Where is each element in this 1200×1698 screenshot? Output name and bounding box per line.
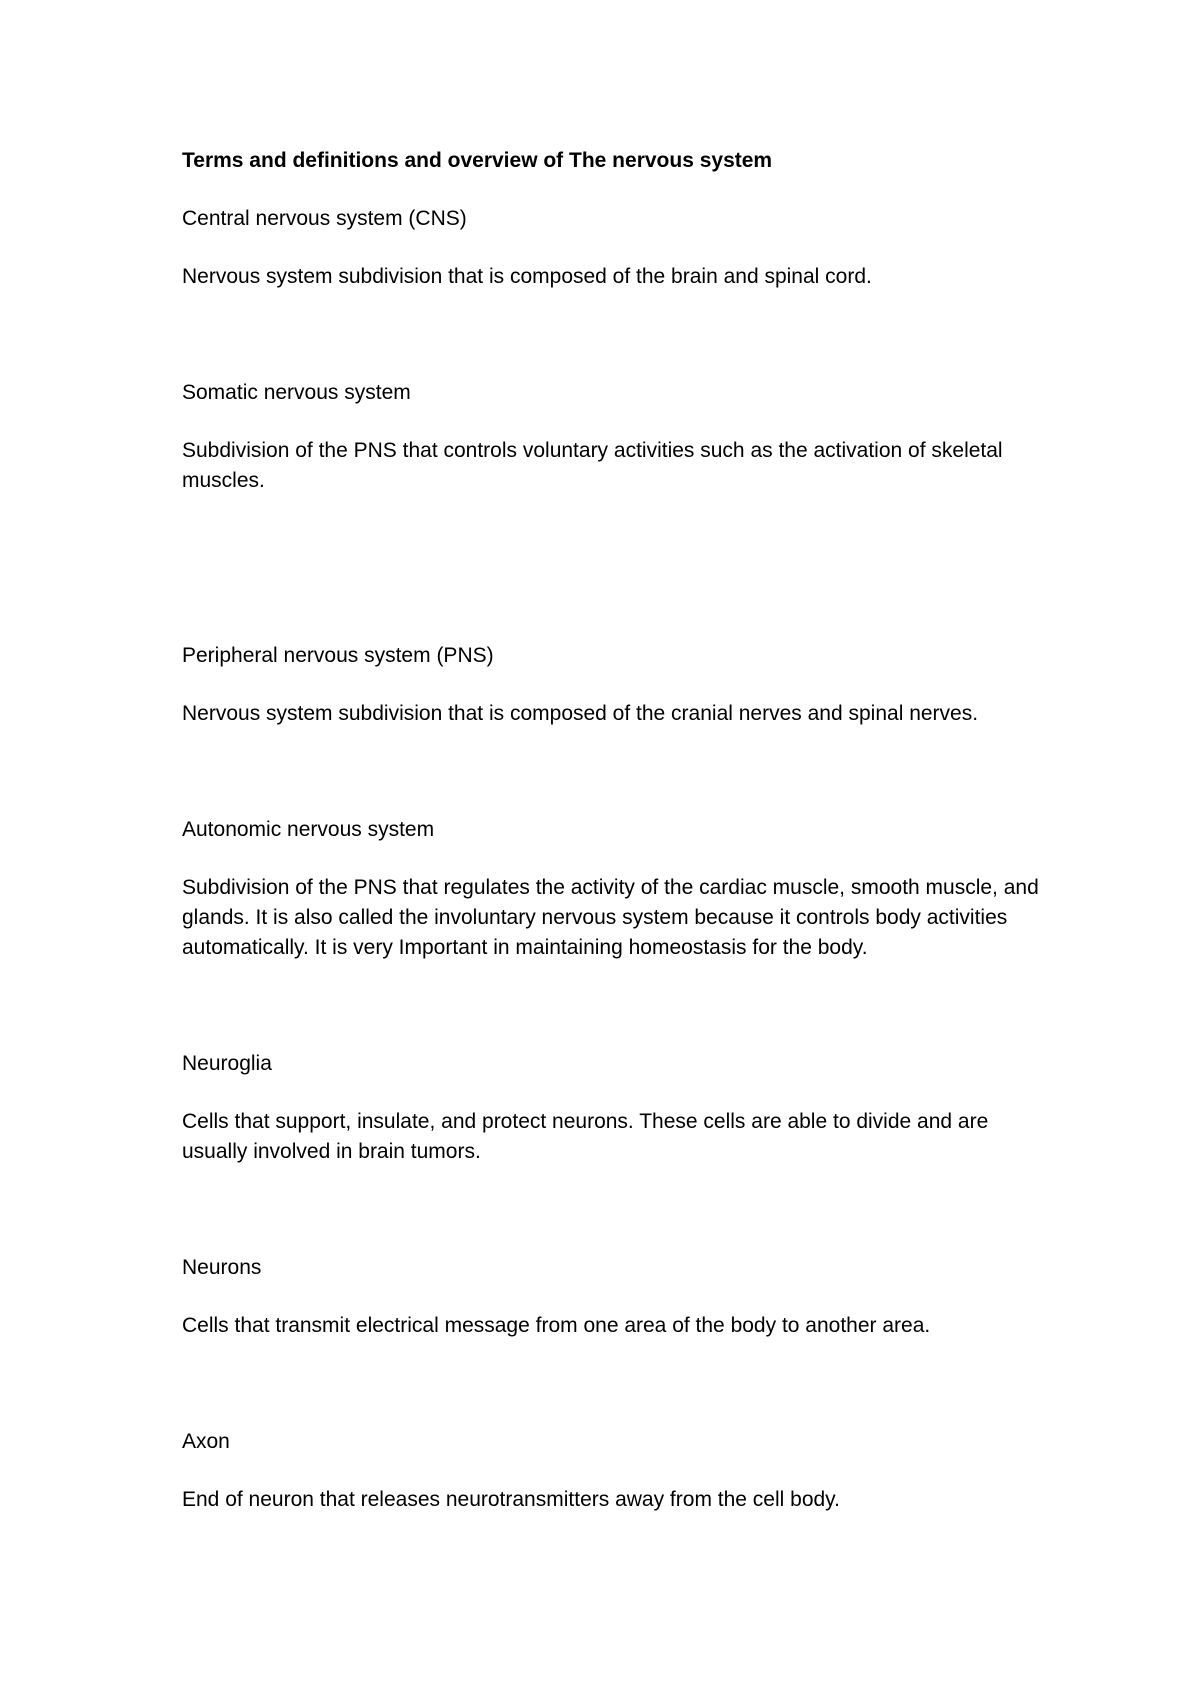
- term-definition: Cells that transmit electrical message from one area of the body to another area.: [182, 1314, 931, 1337]
- entry-cns: [182, 204, 1042, 292]
- document-content: [182, 146, 1042, 1515]
- entry-axon: [182, 1427, 1042, 1515]
- term-heading: Autonomic nervous system: [182, 818, 435, 841]
- term-definition: Subdivision of the PNS that controls voluntary activities such as the activation of skeletal muscles.: [182, 439, 1003, 492]
- term-heading: Axon: [182, 1430, 230, 1453]
- entry-autonomic: [182, 815, 1042, 963]
- term-heading: Central nervous system (CNS): [182, 207, 467, 230]
- term-definition: Nervous system subdivision that is composed of the brain and spinal cord.: [182, 265, 872, 288]
- term-heading: Neuroglia: [182, 1052, 272, 1075]
- term-heading: Neurons: [182, 1256, 262, 1279]
- document-title: Terms and definitions and overview of The nervous system: [182, 149, 773, 172]
- term-definition: Cells that support, insulate, and protect neurons. These cells are able to divide and are usually involved in brain tumors.: [182, 1110, 989, 1163]
- entry-neuroglia: [182, 1049, 1042, 1167]
- term-heading: Peripheral nervous system (PNS): [182, 644, 494, 667]
- entry-somatic: [182, 378, 1042, 496]
- term-definition: Nervous system subdivision that is composed of the cranial nerves and spinal nerves.: [182, 702, 979, 725]
- term-heading: Somatic nervous system: [182, 381, 411, 404]
- entry-pns: [182, 641, 1042, 729]
- term-definition: End of neuron that releases neurotransmitters away from the cell body.: [182, 1488, 840, 1511]
- term-definition: Subdivision of the PNS that regulates the activity of the cardiac muscle, smooth muscle, and glands. It is also called the involuntary nervous system because it controls body activities automatically. It is very Important in maintaining homeostasis for the body.: [182, 876, 1039, 959]
- entry-neurons: [182, 1253, 1042, 1341]
